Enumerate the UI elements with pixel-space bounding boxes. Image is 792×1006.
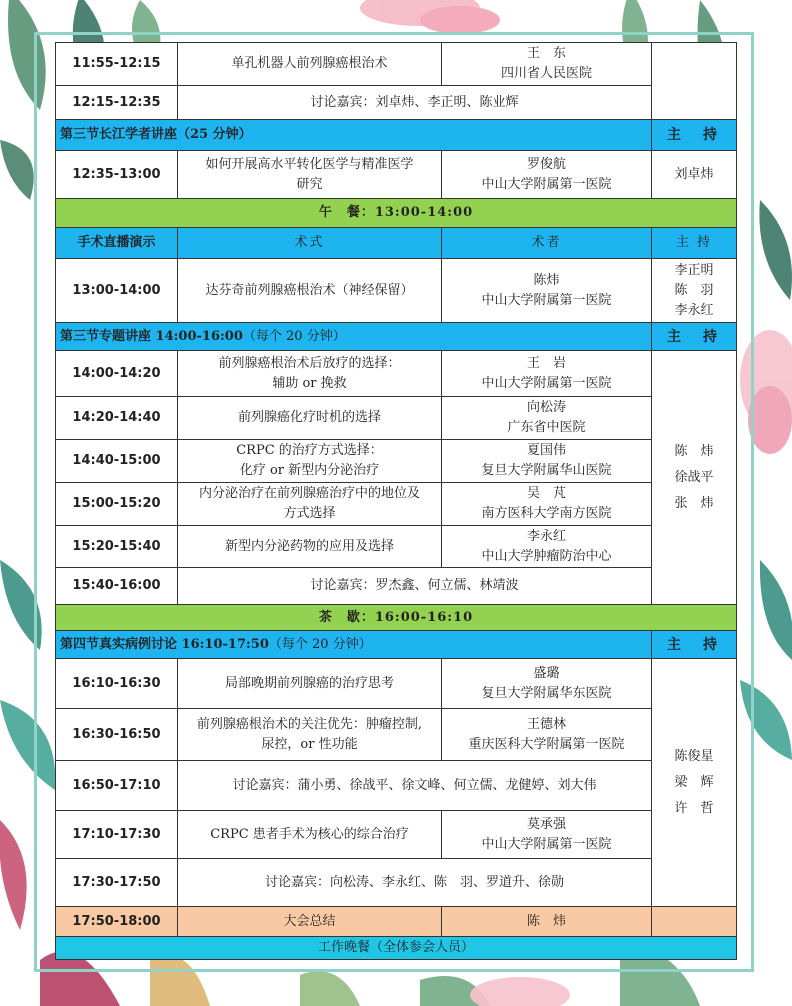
speaker-name: 罗俊航	[526, 156, 566, 172]
section-title	[56, 323, 652, 351]
topic-cell	[178, 351, 442, 397]
time-cell: 15:40-16:00	[56, 568, 178, 605]
topic-line: 前列腺癌根治术的关注优先：肿瘤控制,	[196, 716, 423, 732]
speaker-cell	[442, 483, 652, 526]
table-row	[56, 811, 737, 859]
tea-break: 茶 歇：16:00-16:10	[56, 605, 737, 631]
speaker-name: 盛璐	[533, 665, 560, 681]
section-title-text: 第四节真实病例讨论 16:10-17:50	[60, 636, 269, 652]
speaker-cell	[442, 397, 652, 440]
table-row	[56, 151, 737, 199]
table-row	[56, 86, 737, 120]
section-title: 手术直播演示	[56, 228, 178, 259]
speaker-name: 吴 芃	[526, 486, 566, 501]
topic-line: 内分泌治疗在前列腺癌治疗中的地位及	[198, 486, 420, 501]
topic-cell: 单孔机器人前列腺癌根治术	[178, 43, 442, 86]
time-cell: 14:00-14:20	[56, 351, 178, 397]
speaker-cell	[442, 659, 652, 709]
time-cell: 14:40-15:00	[56, 440, 178, 483]
table-row	[56, 709, 737, 761]
time-cell: 17:50-18:00	[56, 907, 178, 937]
break-row	[56, 199, 737, 228]
section-title	[56, 631, 652, 659]
speaker-cell	[442, 811, 652, 859]
section-title-text: 第三节专题讲座 14:00-16:00	[60, 328, 243, 344]
time-cell: 14:20-14:40	[56, 397, 178, 440]
table-row	[56, 351, 737, 397]
host-cell	[652, 351, 737, 605]
host-name: 张 炜	[674, 495, 714, 511]
time-cell: 16:30-16:50	[56, 709, 178, 761]
section-header-row	[56, 120, 737, 151]
speaker-cell	[442, 709, 652, 761]
speaker-name: 王 岩	[526, 355, 566, 371]
table-row	[56, 568, 737, 605]
speaker-name: 莫承强	[526, 816, 566, 832]
topic-line: 前列腺癌根治术后放疗的选择：	[218, 355, 401, 371]
host-cell	[652, 259, 737, 323]
topic-line: 化疗 or 新型内分泌治疗	[239, 463, 380, 478]
topic-line: 尿控，or 性功能	[261, 736, 358, 752]
host-name: 陈俊星	[674, 748, 714, 764]
time-cell: 17:30-17:50	[56, 859, 178, 907]
speaker-cell	[442, 351, 652, 397]
section-header-row	[56, 323, 737, 351]
host-name: 李永红	[674, 302, 714, 318]
topic-line: 研究	[296, 176, 323, 192]
speaker-org: 重庆医科大学附属第一医院	[468, 736, 625, 752]
dinner-row	[56, 937, 737, 960]
summary-host-cell	[652, 907, 737, 937]
host-header: 主 持	[652, 631, 737, 659]
speaker-name: 李永红	[526, 528, 566, 544]
topic-cell	[178, 151, 442, 199]
speaker-org: 广东省中医院	[507, 420, 586, 435]
speaker-name: 王 东	[526, 46, 566, 61]
discussion-cell: 讨论嘉宾：刘卓炜、李正明、陈业辉	[178, 86, 652, 120]
speaker-cell	[442, 440, 652, 483]
speaker-name: 向松涛	[526, 400, 566, 415]
section-header-row	[56, 631, 737, 659]
topic-cell: CRPC 患者手术为核心的综合治疗	[178, 811, 442, 859]
column-header-topic: 术式	[178, 228, 442, 259]
speaker-org: 南方医科大学南方医院	[481, 506, 612, 521]
summary-topic: 大会总结	[178, 907, 442, 937]
topic-line: CRPC 的治疗方式选择：	[236, 443, 383, 458]
column-header-speaker: 术者	[442, 228, 652, 259]
speaker-org: 复旦大学附属华东医院	[481, 685, 612, 701]
topic-cell: 达芬奇前列腺癌根治术（神经保留）	[178, 259, 442, 323]
speaker-name: 王德林	[526, 716, 566, 732]
host-header: 主 持	[652, 323, 737, 351]
topic-cell: 局部晚期前列腺癌的治疗思考	[178, 659, 442, 709]
speaker-org: 中山大学肿瘤防治中心	[481, 548, 612, 564]
speaker-cell	[442, 526, 652, 568]
schedule-table	[55, 42, 737, 960]
host-name: 陈 炜	[674, 443, 714, 459]
table-row	[56, 259, 737, 323]
speaker-name: 陈炜	[533, 272, 560, 288]
break-row	[56, 605, 737, 631]
time-cell: 15:00-15:20	[56, 483, 178, 526]
speaker-org: 中山大学附属第一医院	[481, 375, 612, 391]
time-cell: 16:10-16:30	[56, 659, 178, 709]
lunch-break: 午 餐：13:00-14:00	[56, 199, 737, 228]
table-row	[56, 859, 737, 907]
host-cell	[652, 659, 737, 907]
time-cell: 15:20-15:40	[56, 526, 178, 568]
table-row	[56, 483, 737, 526]
summary-speaker: 陈 炜	[442, 907, 652, 937]
time-cell: 13:00-14:00	[56, 259, 178, 323]
host-name: 徐战平	[674, 469, 714, 485]
host-cell	[652, 43, 737, 120]
topic-line: 如何开展高水平转化医学与精准医学	[205, 156, 414, 172]
table-row	[56, 659, 737, 709]
topic-line: 方式选择	[283, 506, 336, 521]
table-row	[56, 43, 737, 86]
host-header: 主 持	[652, 120, 737, 151]
topic-line: 辅助 or 挽救	[272, 375, 347, 391]
dinner-text: 工作晚餐（全体参会人员）	[56, 937, 737, 960]
time-cell: 12:15-12:35	[56, 86, 178, 120]
speaker-cell	[442, 151, 652, 199]
speaker-cell	[442, 43, 652, 86]
speaker-org: 四川省人民医院	[500, 66, 592, 81]
topic-cell	[178, 709, 442, 761]
speaker-cell	[442, 259, 652, 323]
topic-cell	[178, 440, 442, 483]
host-name: 梁 辉	[674, 774, 714, 790]
time-cell: 12:35-13:00	[56, 151, 178, 199]
section-header-row	[56, 228, 737, 259]
host-name: 李正明	[674, 262, 714, 278]
table-row	[56, 526, 737, 568]
column-header-host: 主 持	[652, 228, 737, 259]
time-cell: 17:10-17:30	[56, 811, 178, 859]
speaker-org: 复旦大学附属华山医院	[481, 463, 612, 478]
summary-row	[56, 907, 737, 937]
time-cell: 11:55-12:15	[56, 43, 178, 86]
discussion-cell: 讨论嘉宾：罗杰鑫、何立儒、林靖波	[178, 568, 652, 605]
discussion-cell: 讨论嘉宾：向松涛、李永红、陈 羽、罗道升、徐勋	[178, 859, 652, 907]
section-subtitle: （每个 20 分钟）	[242, 328, 346, 344]
table-row	[56, 440, 737, 483]
time-cell: 16:50-17:10	[56, 761, 178, 811]
section-title: 第三节长江学者讲座（25 分钟）	[56, 120, 652, 151]
host-cell: 刘卓炜	[652, 151, 737, 199]
topic-cell: 新型内分泌药物的应用及选择	[178, 526, 442, 568]
host-name: 陈 羽	[674, 282, 714, 298]
table-row	[56, 761, 737, 811]
speaker-name: 夏国伟	[526, 443, 566, 458]
section-subtitle: （每个 20 分钟）	[268, 636, 372, 652]
speaker-org: 中山大学附属第一医院	[481, 292, 612, 308]
discussion-cell: 讨论嘉宾：蒲小勇、徐战平、徐文峰、何立儒、龙健婷、刘大伟	[178, 761, 652, 811]
speaker-org: 中山大学附属第一医院	[481, 836, 612, 852]
host-name: 许 哲	[674, 800, 714, 816]
topic-cell: 前列腺癌化疗时机的选择	[178, 397, 442, 440]
speaker-org: 中山大学附属第一医院	[481, 176, 612, 192]
topic-cell	[178, 483, 442, 526]
table-row	[56, 397, 737, 440]
